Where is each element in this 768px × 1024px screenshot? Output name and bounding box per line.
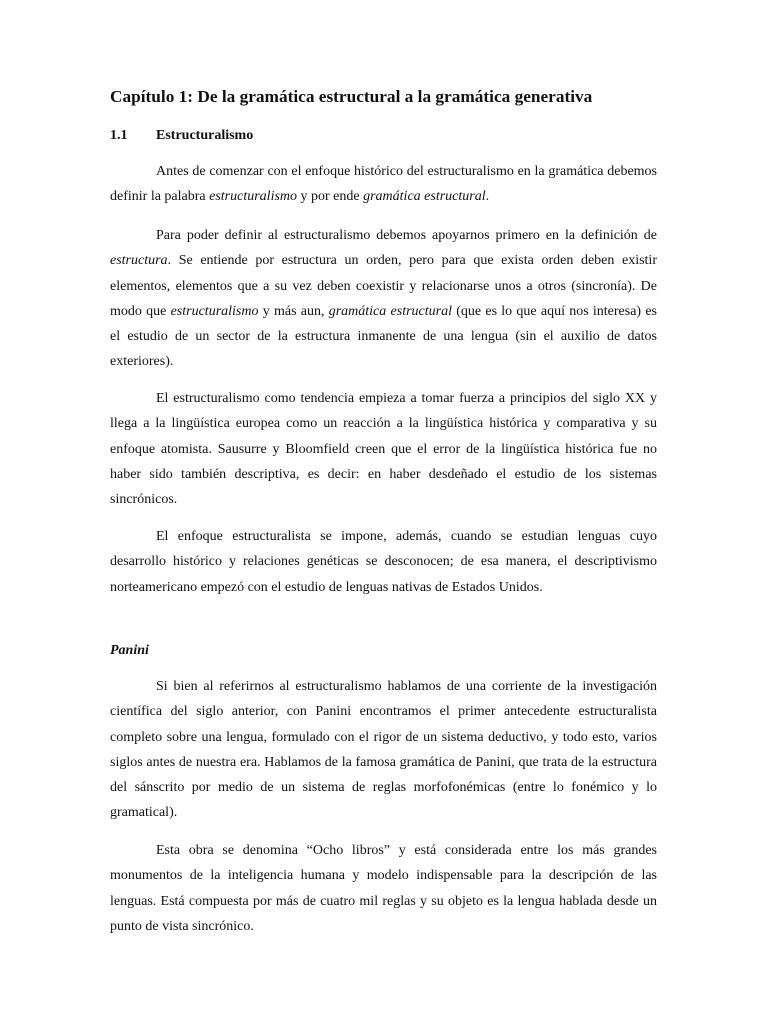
paragraph-2-italic-term: estructuralismo [170, 303, 259, 319]
section-heading [110, 127, 253, 145]
paragraph-1 [110, 159, 657, 210]
paragraph-1-text: Antes de comenzar con el enfoque histórico del estructuralismo en la gramática debemos definir la palabra [110, 164, 657, 205]
paragraph-2-text: . Se entiende por estructura un orden, pero para que exista orden deben existir elementos, elementos que a su vez deben coexistir y relacionarse unos a otros (sincronía). De modo que [110, 253, 657, 319]
section-title: Estructuralismo [156, 128, 254, 143]
paragraph-1-text: . [485, 189, 490, 205]
section-number: 1.1 [110, 128, 128, 143]
paragraph-1-italic-term: estructuralismo [209, 189, 298, 205]
paragraph-1-text: y por ende [297, 189, 364, 205]
paragraph-2-text: (que es lo que aquí nos interesa) es el estudio de un sector de la estructura inmanente de una lengua (sin el auxilio de datos exteriores). [110, 303, 657, 370]
paragraph-2-italic-term: estructura [110, 253, 168, 269]
paragraph-4: El enfoque estructuralista se impone, además, cuando se estudian lenguas cuyo desarrollo histórico y relaciones genéticas se desconocen; de esa manera, el descriptivismo norteamericano empezó con el estudio de lenguas nativas de Estados Unidos. [110, 529, 657, 595]
paragraph-2-italic-term: gramática estructural [328, 303, 452, 319]
paragraph-2-text: Para poder definir al estructuralismo debemos apoyarnos primero en la definición de [156, 228, 657, 243]
paragraph-1-italic-term: gramática estructural [363, 189, 486, 205]
paragraph-2 [110, 223, 657, 375]
paragraph-2-text: y más aun, [258, 303, 329, 319]
subheading-panini: Panini [110, 643, 149, 658]
paragraph-6: Esta obra se denomina “Ocho libros” y está considerada entre los más grandes monumentos de la inteligencia humana y modelo indispensable para la descripción de las lenguas. Está compuesta por más de cuatro mil reglas y su objeto es la lengua hablada desde un punto de vista sincrónico. [110, 843, 657, 934]
chapter-title: Capítulo 1: De la gramática estructural a la gramática generativa [110, 87, 593, 106]
paragraph-3: El estructuralismo como tendencia empieza a tomar fuerza a principios del siglo XX y llega a la lingüística europea como un reacción a la lingüística histórica y comparativa y su enfoque atomista. Sausurre y Bloomfield creen que el error de la lingüística histórica fue no haber sido también descriptiva, es decir: en haber desdeñado el estudio de los sistemas sincrónicos. [110, 391, 657, 508]
paragraph-5: Si bien al referirnos al estructuralismo hablamos de una corriente de la investigación científica del siglo anterior, con Panini encontramos el primer antecedente estructuralista completo sobre una lengua, formulado con el rigor de un sistema deductivo, y todo esto, varios siglos antes de nuestra era. Hablamos de la famosa gramática de Panini, que trata de la estructura del sánscrito por medio de un sistema de reglas morfofonémicas (entre lo fonémico y lo gramatical). [110, 679, 657, 821]
